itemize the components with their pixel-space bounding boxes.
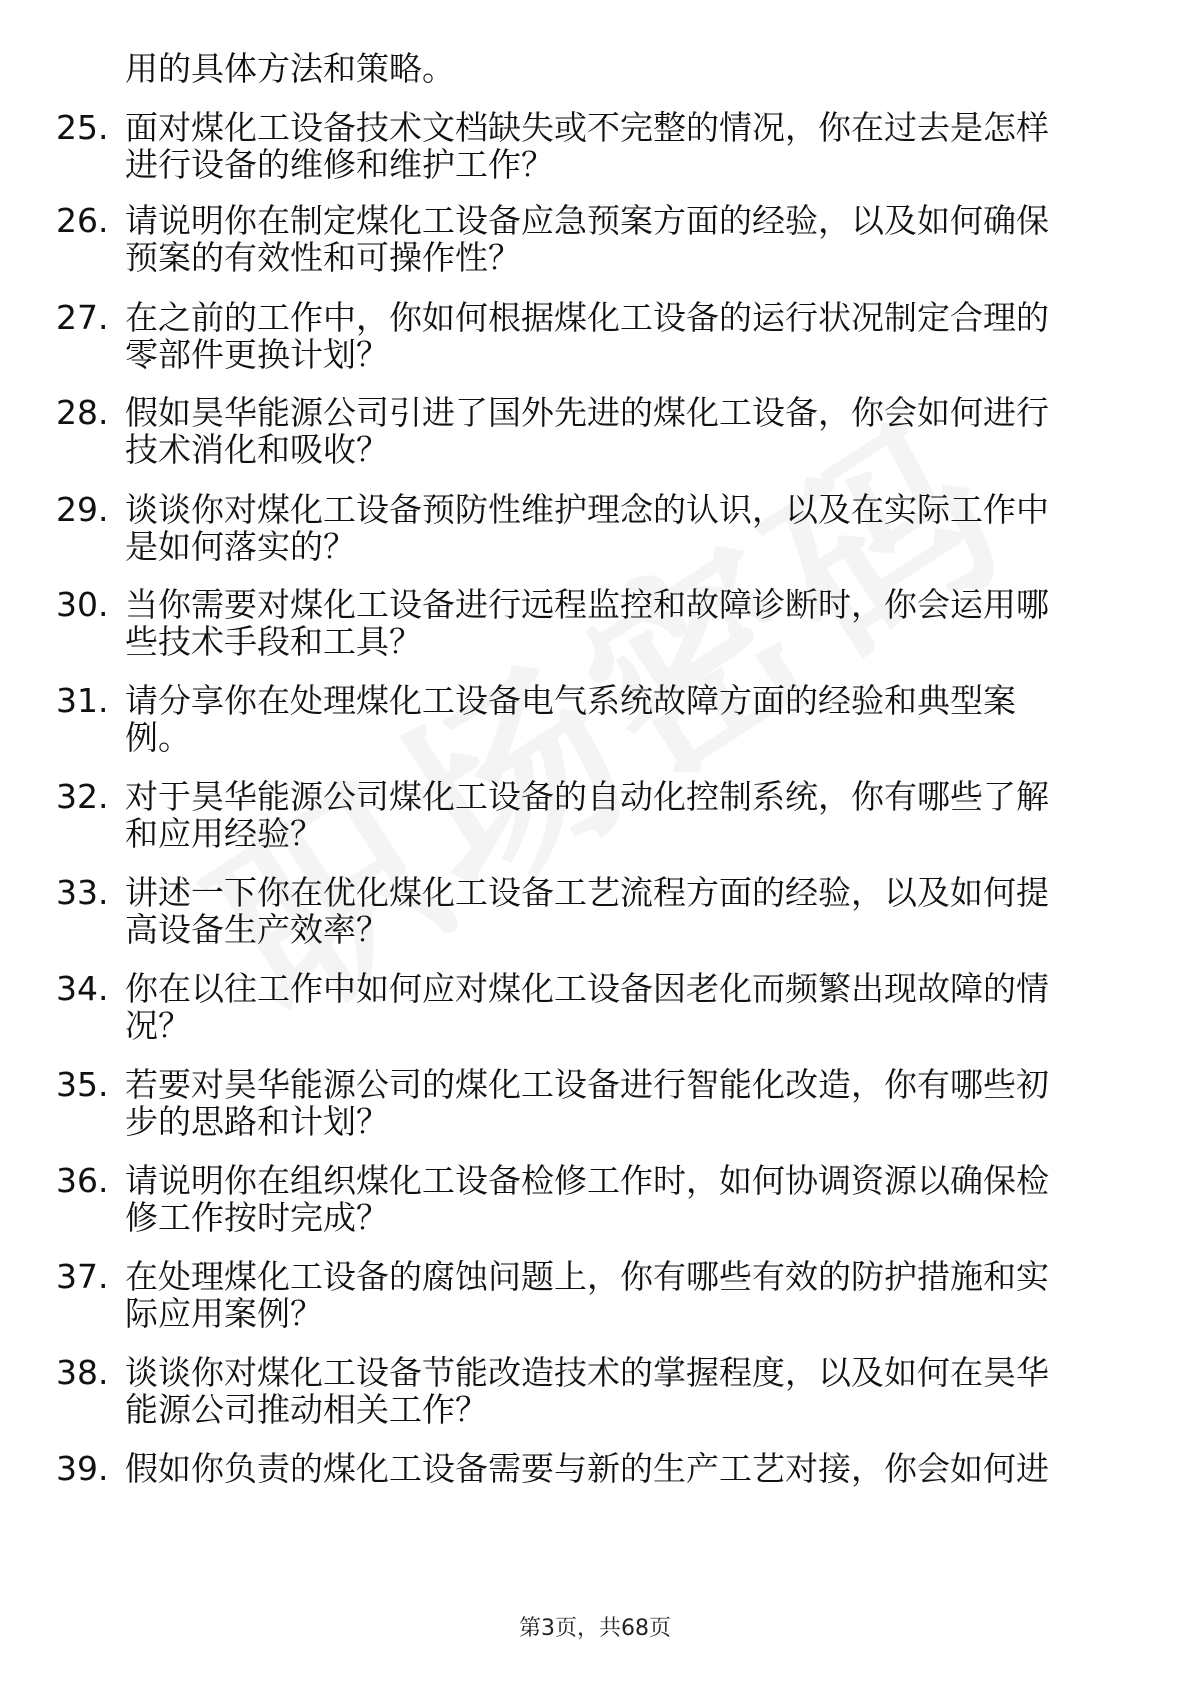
question-text-line: 技术消化和吸收？ [125, 430, 389, 469]
question-text-line: 进行设备的维修和维护工作？ [125, 145, 554, 184]
question-text-line: 在处理煤化工设备的腐蚀问题上，你有哪些有效的防护措施和实 [125, 1257, 1049, 1296]
question-text-line: 对于昊华能源公司煤化工设备的自动化控制系统，你有哪些了解 [125, 777, 1049, 816]
question-number: 38. [56, 1353, 109, 1392]
question-number: 26. [56, 201, 109, 240]
question-text-line: 际应用案例？ [125, 1294, 323, 1333]
question-text-line: 讲述一下你在优化煤化工设备工艺流程方面的经验，以及如何提 [125, 873, 1049, 912]
question-text-line: 请分享你在处理煤化工设备电气系统故障方面的经验和典型案 [125, 681, 1016, 720]
intro-tail-text: 用的具体方法和策略。 [125, 49, 455, 88]
question-number: 30. [56, 585, 109, 624]
question-text-line: 能源公司推动相关工作？ [125, 1390, 488, 1429]
question-text-line: 谈谈你对煤化工设备节能改造技术的掌握程度，以及如何在昊华 [125, 1353, 1049, 1392]
question-number: 35. [56, 1065, 109, 1104]
question-text-line: 些技术手段和工具？ [125, 622, 422, 661]
question-text-line: 假如你负责的煤化工设备需要与新的生产工艺对接，你会如何进 [125, 1449, 1049, 1488]
question-number: 28. [56, 393, 109, 432]
question-text-line: 请说明你在组织煤化工设备检修工作时，如何协调资源以确保检 [125, 1161, 1049, 1200]
question-number: 27. [56, 298, 109, 337]
question-number: 25. [56, 108, 109, 147]
question-text-line: 和应用经验？ [125, 814, 323, 853]
question-text-line: 零部件更换计划？ [125, 335, 389, 374]
question-text-line: 在之前的工作中，你如何根据煤化工设备的运行状况制定合理的 [125, 298, 1049, 337]
question-text-line: 你在以往工作中如何应对煤化工设备因老化而频繁出现故障的情 [125, 969, 1049, 1008]
question-number: 34. [56, 969, 109, 1008]
question-text-line: 例。 [125, 718, 191, 757]
question-text-line: 预案的有效性和可操作性？ [125, 238, 521, 277]
question-text-line: 步的思路和计划？ [125, 1102, 389, 1141]
question-number: 37. [56, 1257, 109, 1296]
question-number: 29. [56, 490, 109, 529]
question-number: 32. [56, 777, 109, 816]
question-number: 31. [56, 681, 109, 720]
question-text-line: 请说明你在制定煤化工设备应急预案方面的经验，以及如何确保 [125, 201, 1049, 240]
question-text-line: 况？ [125, 1006, 191, 1045]
question-text-line: 高设备生产效率？ [125, 910, 389, 949]
question-text-line: 若要对昊华能源公司的煤化工设备进行智能化改造，你有哪些初 [125, 1065, 1049, 1104]
question-text-line: 修工作按时完成？ [125, 1198, 389, 1237]
page-footer: 第3页，共68页 [519, 1616, 671, 1641]
question-text-line: 面对煤化工设备技术文档缺失或不完整的情况，你在过去是怎样 [125, 108, 1049, 147]
question-text-line: 是如何落实的？ [125, 527, 356, 566]
question-text-line: 假如昊华能源公司引进了国外先进的煤化工设备，你会如何进行 [125, 393, 1049, 432]
question-number: 33. [56, 873, 109, 912]
question-number: 39. [56, 1449, 109, 1488]
question-text-line: 当你需要对煤化工设备进行远程监控和故障诊断时，你会运用哪 [125, 585, 1049, 624]
question-text-line: 谈谈你对煤化工设备预防性维护理念的认识，以及在实际工作中 [125, 490, 1049, 529]
question-number: 36. [56, 1161, 109, 1200]
